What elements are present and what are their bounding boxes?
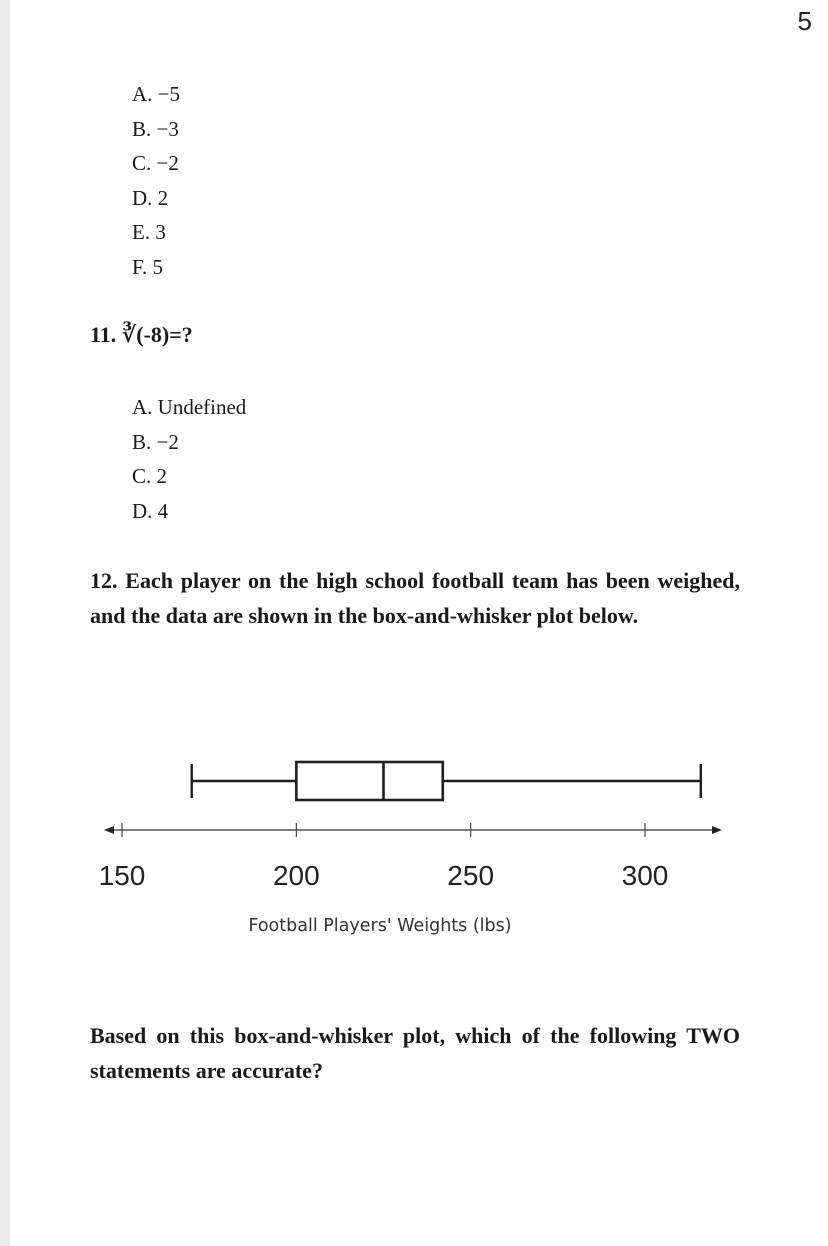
choice-c: C. −2 [132,151,179,176]
tick-label: 250 [447,860,495,891]
choice-a: A. −5 [132,82,181,106]
choice-e: E. 3 [132,220,166,245]
choice-c: C. 2 [132,464,168,489]
x-axis-label: Football Players' Weights (lbs) [248,916,512,936]
choice-b: B. −3 [132,116,179,141]
axis-right-arrow [712,826,722,834]
choice-d: D. 4 [132,498,169,523]
question-12-follow-up: Based on this box-and-whisker plot, which of the following TWO statements are accurate? [90,1023,740,1083]
tick-label: 300 [621,860,669,891]
choice-b: B. −2 [132,429,179,454]
page-number: 5 [797,6,812,36]
choice-a: A. Undefined [132,395,247,419]
tick-label: 150 [98,860,146,891]
question-12-prompt: 12. Each player on the high school football team has been weighed, and the data are shown in the box-and-whisker plot below. [90,568,740,628]
iqr-box [296,762,442,800]
question-11-prompt: 11. ∛(-8)=? [90,322,193,347]
choice-d: D. 2 [132,185,169,210]
tick-label: 200 [272,860,320,891]
axis-left-arrow [104,826,114,834]
choice-f: F. 5 [132,254,163,279]
